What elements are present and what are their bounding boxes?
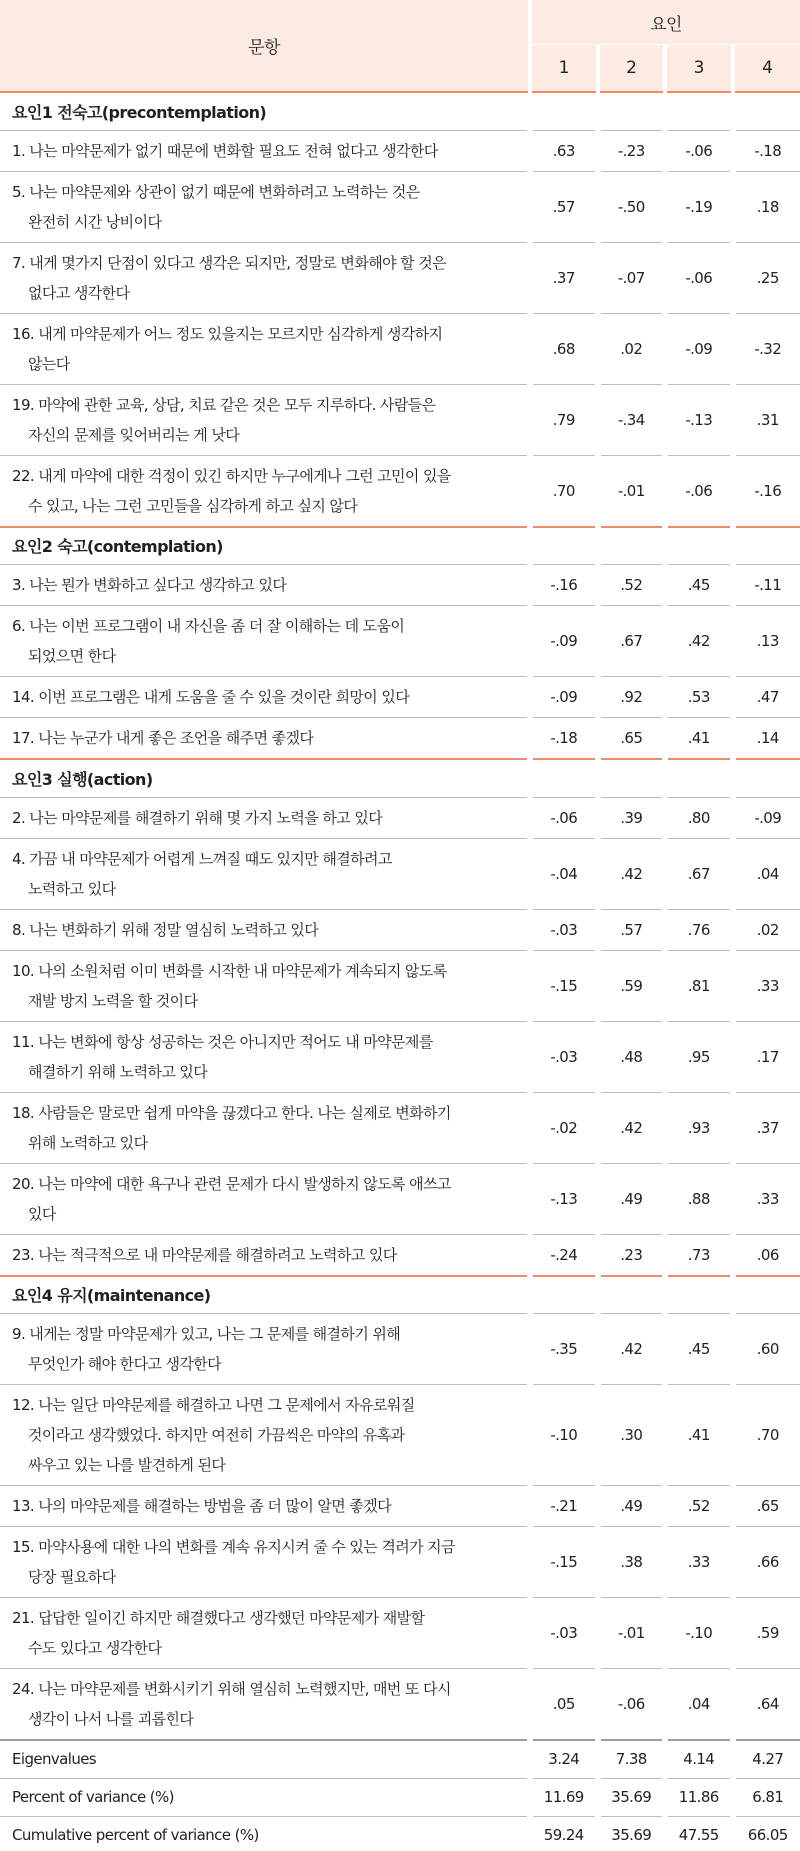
loading-value-factor-2: .67 xyxy=(598,606,666,677)
loading-value-factor-2: .02 xyxy=(598,313,666,384)
loading-value-factor-4: -.18 xyxy=(733,130,800,171)
loading-value-factor-1: -.04 xyxy=(530,838,598,909)
loading-value-factor-3: .67 xyxy=(665,838,733,909)
loading-value-factor-1: -.03 xyxy=(530,1021,598,1092)
item-text-line: 6. 나는 이번 프로그램이 내 자신을 좀 더 잘 이해하는 데 도움이 xyxy=(12,617,405,635)
table-row xyxy=(0,1598,800,1669)
loading-value-factor-1: -.15 xyxy=(530,1527,598,1598)
table-row xyxy=(0,1314,800,1385)
loading-value-factor-3: .52 xyxy=(665,1486,733,1527)
stat-value-factor-2: 35.69 xyxy=(598,1778,666,1816)
loading-value-factor-3: .42 xyxy=(665,606,733,677)
loading-value-factor-2: .39 xyxy=(598,797,666,838)
item-text xyxy=(0,909,530,950)
column-header-factor: 요인 xyxy=(530,0,800,45)
stat-value-factor-3: 4.14 xyxy=(665,1740,733,1778)
loading-value-factor-1: -.18 xyxy=(530,718,598,760)
loading-value-factor-1: -.13 xyxy=(530,1163,598,1234)
loading-value-factor-4: .04 xyxy=(733,838,800,909)
item-text-line: 10. 나의 소원처럼 이미 변화를 시작한 내 마약문제가 계속되지 않도록 xyxy=(12,961,447,980)
item-text xyxy=(0,384,530,455)
loading-value-factor-2: .57 xyxy=(598,909,666,950)
loading-value-factor-2: .42 xyxy=(598,1314,666,1385)
loading-value-factor-4: .02 xyxy=(733,909,800,950)
loading-value-factor-3: -.06 xyxy=(665,130,733,171)
loading-value-factor-3: .41 xyxy=(665,718,733,760)
loading-value-factor-2: .52 xyxy=(598,565,666,606)
loading-value-factor-1: -.03 xyxy=(530,909,598,950)
item-text xyxy=(0,838,530,909)
stat-value-factor-2: 35.69 xyxy=(598,1816,666,1851)
item-text xyxy=(0,313,530,384)
loading-value-factor-3: .45 xyxy=(665,1314,733,1385)
item-text-line: 없다고 생각한다 xyxy=(28,283,130,302)
item-text-line: 16. 내게 마약문제가 어느 정도 있을지는 모르지만 심각하게 생각하지 xyxy=(12,324,443,343)
loading-value-factor-1: .70 xyxy=(530,455,598,527)
loading-value-factor-1: .79 xyxy=(530,384,598,455)
item-text-line: 있다 xyxy=(28,1204,56,1223)
item-text xyxy=(0,1092,530,1163)
loading-value-factor-3: .33 xyxy=(665,1527,733,1598)
stat-value-factor-4: 6.81 xyxy=(733,1778,800,1816)
loading-value-factor-4: -.09 xyxy=(733,797,800,838)
column-header-item: 문항 xyxy=(0,0,530,92)
item-text xyxy=(0,1598,530,1669)
loading-value-factor-4: .13 xyxy=(733,606,800,677)
item-text-line: 24. 나는 마약문제를 변화시키기 위해 열심히 노력했지만, 매번 또 다시 xyxy=(12,1680,451,1698)
loading-value-factor-4: .17 xyxy=(733,1021,800,1092)
loading-value-factor-3: .53 xyxy=(665,677,733,718)
item-text-line: 무엇인가 해야 한다고 생각한다 xyxy=(28,1355,222,1373)
loading-value-factor-4: .33 xyxy=(733,950,800,1021)
column-header-factor-4: 4 xyxy=(733,45,800,92)
item-text-line: 위해 노력하고 있다 xyxy=(28,1133,148,1152)
stat-value-factor-1: 59.24 xyxy=(530,1816,598,1851)
loading-value-factor-3: .95 xyxy=(665,1021,733,1092)
loading-value-factor-2: .42 xyxy=(598,838,666,909)
item-text xyxy=(0,1669,530,1741)
loading-value-factor-4: .47 xyxy=(733,677,800,718)
item-text xyxy=(0,1234,530,1276)
table-row xyxy=(0,677,800,718)
item-text-line: 완전히 시간 낭비이다 xyxy=(28,212,162,231)
stat-label: Eigenvalues xyxy=(0,1740,530,1778)
loading-value-factor-2: .59 xyxy=(598,950,666,1021)
loading-value-factor-2: .23 xyxy=(598,1234,666,1276)
stat-value-factor-1: 11.69 xyxy=(530,1778,598,1816)
loading-value-factor-2: -.01 xyxy=(598,1598,666,1669)
loading-value-factor-2: .92 xyxy=(598,677,666,718)
loading-value-factor-3: -.09 xyxy=(665,313,733,384)
item-text-line: 것이라고 생각했었다. 하지만 여전히 가끔씩은 마약의 유혹과 xyxy=(28,1426,405,1444)
item-text-line: 수도 있다고 생각한다 xyxy=(28,1639,162,1657)
item-text-line: 8. 나는 변화하기 위해 정말 열심히 노력하고 있다 xyxy=(12,920,319,939)
item-text xyxy=(0,1385,530,1486)
item-text-line: 13. 나의 마약문제를 해결하는 방법을 좀 더 많이 알면 좋겠다 xyxy=(12,1497,392,1515)
item-text-line: 자신의 문제를 잊어버리는 게 낫다 xyxy=(28,425,240,444)
loading-value-factor-1: .63 xyxy=(530,130,598,171)
loading-value-factor-3: -.06 xyxy=(665,242,733,313)
item-text xyxy=(0,130,530,171)
item-text xyxy=(0,565,530,606)
loading-value-factor-4: .37 xyxy=(733,1092,800,1163)
item-text-line: 생각이 나서 나를 괴롭힌다 xyxy=(28,1710,194,1728)
loading-value-factor-1: -.16 xyxy=(530,565,598,606)
item-text xyxy=(0,677,530,718)
column-header-factor-2: 2 xyxy=(598,45,666,92)
loading-value-factor-3: .81 xyxy=(665,950,733,1021)
loading-value-factor-3: -.06 xyxy=(665,455,733,527)
table-row xyxy=(0,171,800,242)
loading-value-factor-4: .18 xyxy=(733,171,800,242)
table-row xyxy=(0,1669,800,1741)
item-text-line: 11. 나는 변화에 항상 성공하는 것은 아니지만 적어도 내 마약문제를 xyxy=(12,1032,433,1051)
table-row xyxy=(0,1163,800,1234)
table-row xyxy=(0,565,800,606)
item-text xyxy=(0,455,530,527)
loading-value-factor-1: .68 xyxy=(530,313,598,384)
item-text xyxy=(0,1314,530,1385)
section-header xyxy=(0,759,800,797)
item-text-line: 4. 가끔 내 마약문제가 어렵게 느껴질 때도 있지만 해결하려고 xyxy=(12,849,392,868)
stat-row xyxy=(0,1816,800,1851)
item-text xyxy=(0,1486,530,1527)
loading-value-factor-2: -.34 xyxy=(598,384,666,455)
stat-value-factor-4: 4.27 xyxy=(733,1740,800,1778)
loading-value-factor-4: .66 xyxy=(733,1527,800,1598)
section-title: 요인3 실행(action) xyxy=(0,759,800,797)
loading-value-factor-3: .93 xyxy=(665,1092,733,1163)
loading-value-factor-4: .31 xyxy=(733,384,800,455)
table-row xyxy=(0,1092,800,1163)
loading-value-factor-4: .06 xyxy=(733,1234,800,1276)
loading-value-factor-3: -.13 xyxy=(665,384,733,455)
loading-value-factor-3: -.19 xyxy=(665,171,733,242)
column-header-factor-1: 1 xyxy=(530,45,598,92)
stat-row xyxy=(0,1740,800,1778)
table-body xyxy=(0,92,800,1851)
item-text-line: 2. 나는 마약문제를 해결하기 위해 몇 가지 노력을 하고 있다 xyxy=(12,808,383,827)
loading-value-factor-1: -.21 xyxy=(530,1486,598,1527)
loading-value-factor-2: .30 xyxy=(598,1385,666,1486)
item-text-line: 15. 마약사용에 대한 나의 변화를 계속 유지시켜 줄 수 있는 격려가 지금 xyxy=(12,1538,455,1556)
item-text xyxy=(0,171,530,242)
loading-value-factor-1: -.03 xyxy=(530,1598,598,1669)
item-text-line: 9. 내게는 정말 마약문제가 있고, 나는 그 문제를 해결하기 위해 xyxy=(12,1325,401,1343)
loading-value-factor-3: .76 xyxy=(665,909,733,950)
loading-value-factor-1: -.02 xyxy=(530,1092,598,1163)
table-row xyxy=(0,1385,800,1486)
stat-value-factor-1: 3.24 xyxy=(530,1740,598,1778)
table-row xyxy=(0,909,800,950)
loading-value-factor-4: .64 xyxy=(733,1669,800,1741)
item-text-line: 7. 내게 몇가지 단점이 있다고 생각은 되지만, 정말로 변화해야 할 것은 xyxy=(12,253,446,272)
stat-row xyxy=(0,1778,800,1816)
item-text xyxy=(0,242,530,313)
loading-value-factor-1: -.09 xyxy=(530,606,598,677)
item-text xyxy=(0,1163,530,1234)
item-text-line: 싸우고 있는 나를 발견하게 된다 xyxy=(28,1456,226,1474)
item-text xyxy=(0,718,530,760)
item-text-line: 17. 나는 누군가 내게 좋은 조언을 해주면 좋겠다 xyxy=(12,729,314,747)
section-title: 요인4 유지(maintenance) xyxy=(0,1276,800,1314)
loading-value-factor-4: -.32 xyxy=(733,313,800,384)
loading-value-factor-1: -.06 xyxy=(530,797,598,838)
stat-label: Percent of variance (%) xyxy=(0,1778,530,1816)
loading-value-factor-4: .70 xyxy=(733,1385,800,1486)
loading-value-factor-4: .60 xyxy=(733,1314,800,1385)
loading-value-factor-1: -.10 xyxy=(530,1385,598,1486)
loading-value-factor-1: -.24 xyxy=(530,1234,598,1276)
table-row xyxy=(0,1021,800,1092)
loading-value-factor-4: .33 xyxy=(733,1163,800,1234)
loading-value-factor-3: -.10 xyxy=(665,1598,733,1669)
loading-value-factor-4: .59 xyxy=(733,1598,800,1669)
table-row xyxy=(0,1234,800,1276)
item-text-line: 않는다 xyxy=(28,354,70,373)
item-text-line: 1. 나는 마약문제가 없기 때문에 변화할 필요도 전혀 없다고 생각한다 xyxy=(12,141,438,160)
loading-value-factor-1: -.09 xyxy=(530,677,598,718)
loading-value-factor-1: .57 xyxy=(530,171,598,242)
item-text-line: 노력하고 있다 xyxy=(28,879,116,898)
loading-value-factor-2: .49 xyxy=(598,1486,666,1527)
loading-value-factor-2: .38 xyxy=(598,1527,666,1598)
item-text-line: 18. 사람들은 말로만 쉽게 마약을 끊겠다고 한다. 나는 실제로 변화하기 xyxy=(12,1103,451,1122)
loading-value-factor-4: -.16 xyxy=(733,455,800,527)
loading-value-factor-4: .25 xyxy=(733,242,800,313)
item-text xyxy=(0,1021,530,1092)
table-row xyxy=(0,384,800,455)
item-text-line: 당장 필요하다 xyxy=(28,1568,116,1586)
loading-value-factor-3: .41 xyxy=(665,1385,733,1486)
loading-value-factor-2: .65 xyxy=(598,718,666,760)
loading-value-factor-2: -.06 xyxy=(598,1669,666,1741)
item-text-line: 23. 나는 적극적으로 내 마약문제를 해결하려고 노력하고 있다 xyxy=(12,1245,397,1264)
stat-label: Cumulative percent of variance (%) xyxy=(0,1816,530,1851)
table-row xyxy=(0,950,800,1021)
table-row xyxy=(0,242,800,313)
loading-value-factor-2: .48 xyxy=(598,1021,666,1092)
table-row xyxy=(0,797,800,838)
section-title: 요인2 숙고(contemplation) xyxy=(0,527,800,565)
table-row xyxy=(0,606,800,677)
loading-value-factor-1: .05 xyxy=(530,1669,598,1741)
loading-value-factor-2: .49 xyxy=(598,1163,666,1234)
item-text-line: 20. 나는 마약에 대한 욕구나 관련 문제가 다시 발생하지 않도록 애쓰고 xyxy=(12,1174,451,1193)
table-row xyxy=(0,313,800,384)
loading-value-factor-1: -.35 xyxy=(530,1314,598,1385)
section-title: 요인1 전숙고(precontemplation) xyxy=(0,92,800,130)
item-text xyxy=(0,1527,530,1598)
item-text-line: 21. 답답한 일이긴 하지만 해결했다고 생각했던 마약문제가 재발할 xyxy=(12,1609,425,1627)
item-text-line: 19. 마약에 관한 교육, 상담, 치료 같은 것은 모두 지루하다. 사람들은 xyxy=(12,395,436,414)
item-text-line: 수 있고, 나는 그런 고민들을 심각하게 하고 싶지 않다 xyxy=(28,496,358,515)
table-row xyxy=(0,455,800,527)
column-header-factor-3: 3 xyxy=(665,45,733,92)
loading-value-factor-1: -.15 xyxy=(530,950,598,1021)
loading-value-factor-2: -.50 xyxy=(598,171,666,242)
loading-value-factor-2: -.07 xyxy=(598,242,666,313)
loading-value-factor-1: .37 xyxy=(530,242,598,313)
item-text xyxy=(0,797,530,838)
loading-value-factor-3: .45 xyxy=(665,565,733,606)
loading-value-factor-4: .14 xyxy=(733,718,800,760)
stat-value-factor-2: 7.38 xyxy=(598,1740,666,1778)
loading-value-factor-3: .88 xyxy=(665,1163,733,1234)
table-row xyxy=(0,838,800,909)
stat-value-factor-3: 11.86 xyxy=(665,1778,733,1816)
table-row xyxy=(0,718,800,760)
section-header xyxy=(0,1276,800,1314)
loading-value-factor-4: -.11 xyxy=(733,565,800,606)
loading-value-factor-2: .42 xyxy=(598,1092,666,1163)
item-text-line: 되었으면 한다 xyxy=(28,647,116,665)
section-header xyxy=(0,527,800,565)
loading-value-factor-3: .04 xyxy=(665,1669,733,1741)
loading-value-factor-3: .73 xyxy=(665,1234,733,1276)
loading-value-factor-2: -.23 xyxy=(598,130,666,171)
item-text-line: 재발 방지 노력을 할 것이다 xyxy=(28,991,198,1010)
loading-value-factor-2: -.01 xyxy=(598,455,666,527)
table-row xyxy=(0,1486,800,1527)
item-text-line: 5. 나는 마약문제와 상관이 없기 때문에 변화하려고 노력하는 것은 xyxy=(12,182,420,201)
item-text xyxy=(0,950,530,1021)
item-text-line: 해결하기 위해 노력하고 있다 xyxy=(28,1062,208,1081)
loading-value-factor-4: .65 xyxy=(733,1486,800,1527)
stat-value-factor-3: 47.55 xyxy=(665,1816,733,1851)
item-text-line: 22. 내게 마약에 대한 걱정이 있긴 하지만 누구에게나 그런 고민이 있을 xyxy=(12,466,451,485)
item-text xyxy=(0,606,530,677)
table-row xyxy=(0,130,800,171)
stat-value-factor-4: 66.05 xyxy=(733,1816,800,1851)
item-text-line: 3. 나는 뭔가 변화하고 싶다고 생각하고 있다 xyxy=(12,576,287,594)
item-text-line: 14. 이번 프로그램은 내게 도움을 줄 수 있을 것이란 희망이 있다 xyxy=(12,688,410,706)
section-header xyxy=(0,92,800,130)
table-row xyxy=(0,1527,800,1598)
loading-value-factor-3: .80 xyxy=(665,797,733,838)
item-text-line: 12. 나는 일단 마약문제를 해결하고 나면 그 문제에서 자유로워질 xyxy=(12,1396,415,1414)
